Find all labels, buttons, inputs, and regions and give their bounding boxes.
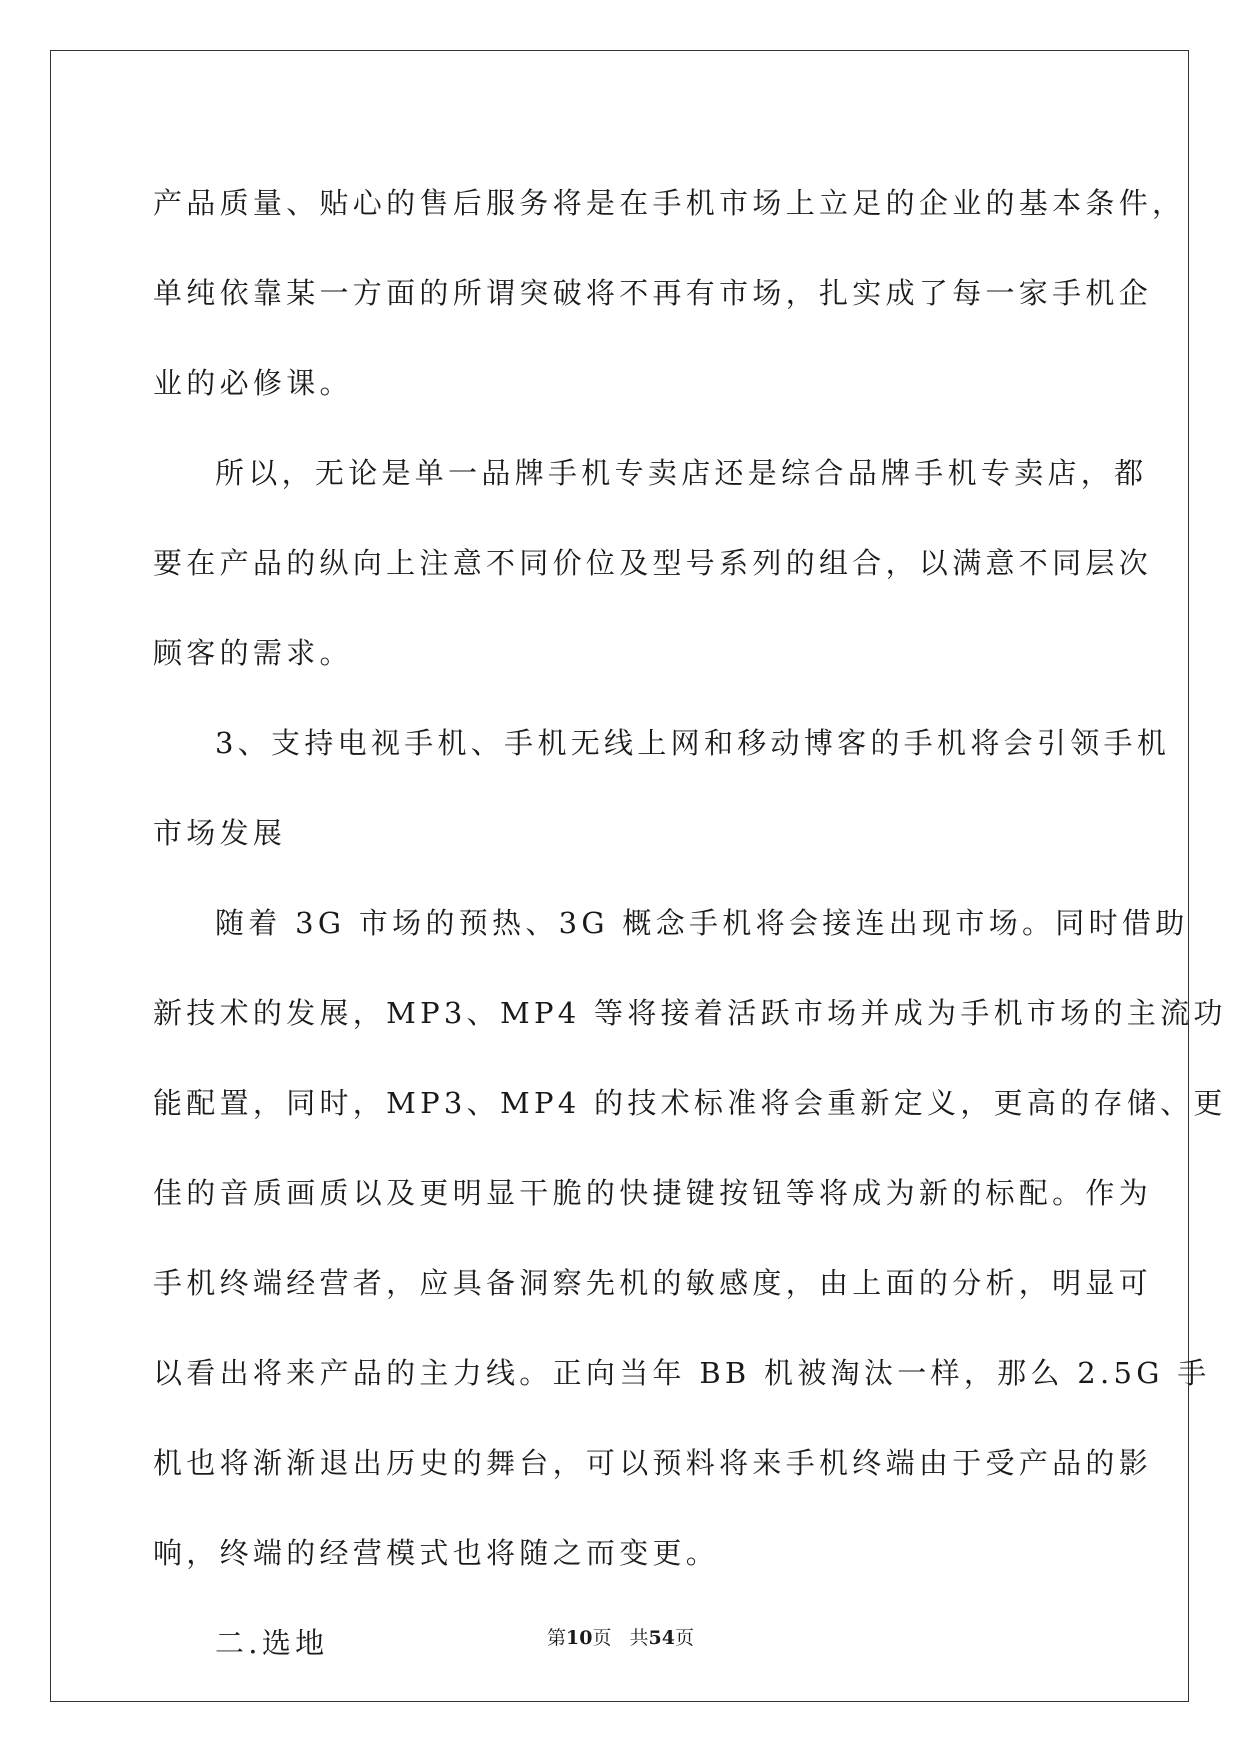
text-line: 响，终端的经营模式也将随之而变更。 — [153, 1536, 720, 1570]
text-line: 随着 3G 市场的预热、3G 概念手机将会接连出现市场。同时借助 — [215, 906, 1189, 940]
text-line: 顾客的需求。 — [153, 636, 353, 670]
text-line: 要在产品的纵向上注意不同价位及型号系列的组合，以满意不同层次 — [153, 546, 1153, 580]
text-line: 机也将渐渐退出历史的舞台，可以预料将来手机终端由于受产品的影 — [153, 1446, 1153, 1480]
total-page-number: 54 — [648, 1627, 675, 1649]
text-line: 能配置，同时，MP3、MP4 的技术标准将会重新定义，更高的存储、更 — [153, 1086, 1227, 1120]
page-footer — [0, 1623, 1241, 1650]
text-line: 业的必修课。 — [153, 366, 353, 400]
current-page-number: 10 — [566, 1627, 593, 1649]
paragraph-4 — [153, 878, 1227, 1598]
document-body — [153, 158, 1227, 1688]
text-line: 市场发展 — [153, 816, 287, 850]
footer-total-prefix: 共 — [629, 1627, 649, 1649]
text-line: 新技术的发展，MP3、MP4 等将接着活跃市场并成为手机市场的主流功 — [153, 996, 1227, 1030]
text-line: 3、支持电视手机、手机无线上网和移动博客的手机将会引领手机 — [215, 726, 1171, 760]
paragraph-2 — [153, 428, 1153, 698]
text-line: 以看出将来产品的主力线。正向当年 BB 机被淘汰一样，那么 2.5G 手 — [153, 1356, 1211, 1390]
text-line: 单纯依靠某一方面的所谓突破将不再有市场，扎实成了每一家手机企 — [153, 276, 1153, 310]
paragraph-1 — [153, 158, 1186, 428]
text-line: 所以，无论是单一品牌手机专卖店还是综合品牌手机专卖店，都 — [215, 456, 1148, 490]
text-line: 二.选地 — [215, 1626, 329, 1660]
text-line: 手机终端经营者，应具备洞察先机的敏感度，由上面的分析，明显可 — [153, 1266, 1153, 1300]
footer-prefix: 第 — [547, 1627, 567, 1649]
footer-total-unit: 页 — [674, 1627, 694, 1649]
footer-page-unit: 页 — [592, 1627, 612, 1649]
paragraph-3-heading — [153, 698, 1171, 878]
text-line: 佳的音质画质以及更明显干脆的快捷键按钮等将成为新的标配。作为 — [153, 1176, 1153, 1210]
text-line: 产品质量、贴心的售后服务将是在手机市场上立足的企业的基本条件， — [153, 186, 1186, 220]
